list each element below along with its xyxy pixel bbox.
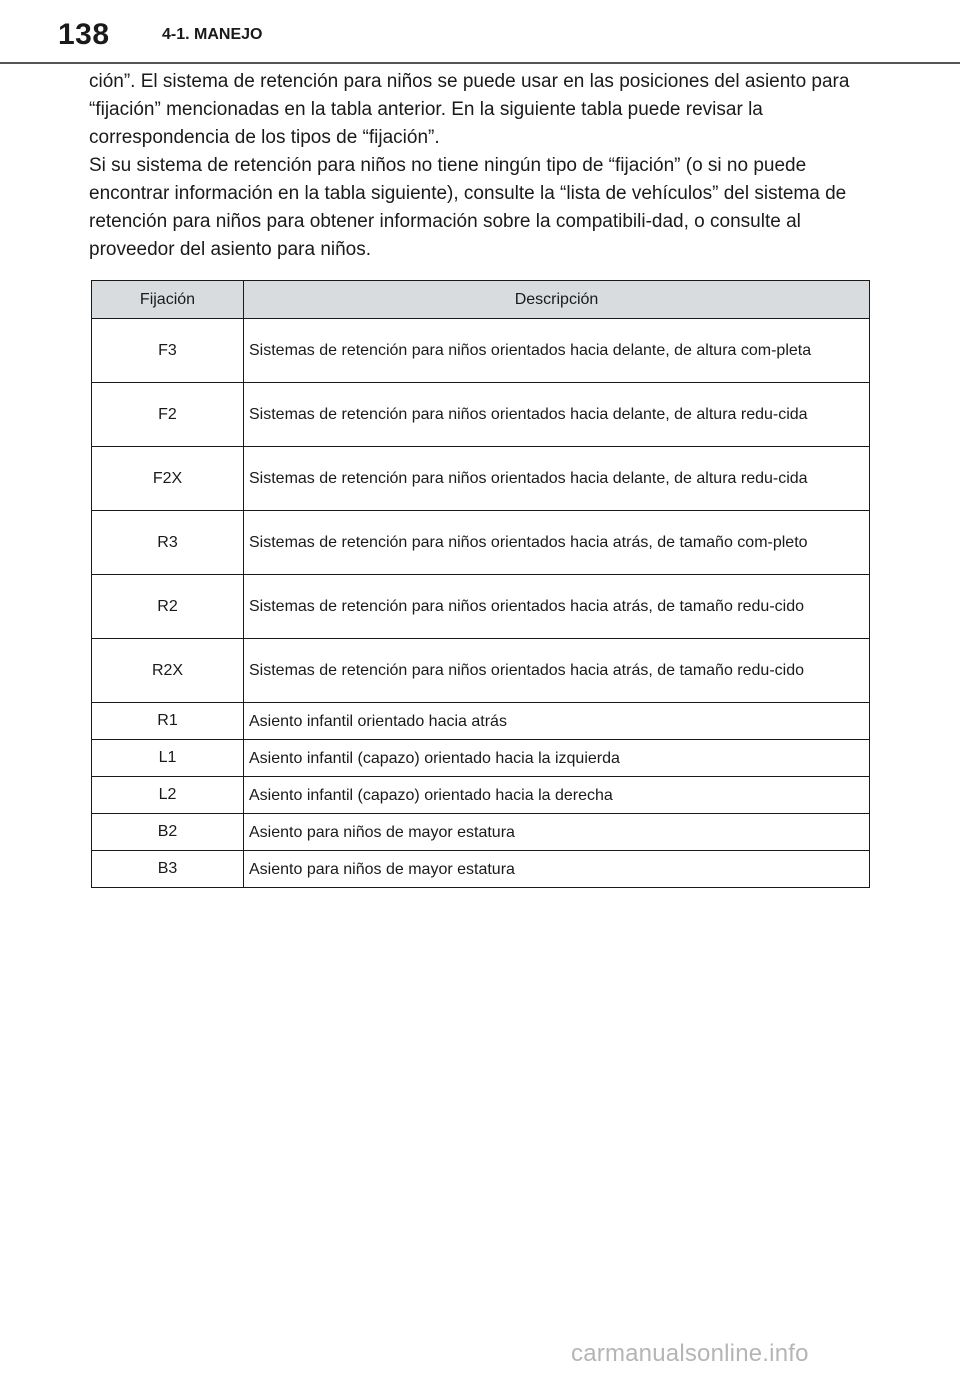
column-header-description: Descripción: [244, 281, 870, 319]
fixation-description: Sistemas de retención para niños orientados hacia delante, de altura redu-cida: [244, 447, 870, 511]
table-row: [92, 383, 870, 447]
table-row: [92, 814, 870, 851]
fixation-table: [91, 280, 870, 888]
fixation-description: Asiento para niños de mayor estatura: [244, 814, 870, 851]
fixation-code: F3: [92, 319, 244, 383]
fixation-code: R1: [92, 703, 244, 740]
column-header-fixation: Fijación: [92, 281, 244, 319]
intro-text: [89, 68, 879, 264]
fixation-code: L1: [92, 740, 244, 777]
fixation-description: Sistemas de retención para niños orientados hacia delante, de altura redu-cida: [244, 383, 870, 447]
table-row: [92, 319, 870, 383]
table-row: [92, 575, 870, 639]
table-row: [92, 639, 870, 703]
page-header: [0, 0, 960, 64]
table-row: [92, 740, 870, 777]
fixation-description: Sistemas de retención para niños orientados hacia atrás, de tamaño com-pleto: [244, 511, 870, 575]
fixation-code: F2: [92, 383, 244, 447]
fixation-code: R3: [92, 511, 244, 575]
intro-paragraph: ción”. El sistema de retención para niños se puede usar en las posiciones del asiento para “fijación” mencionadas en la tabla anterior. En la siguiente tabla puede revisar la correspondencia de los tipos de “fijación”.: [89, 71, 850, 148]
table-row: [92, 851, 870, 888]
fixation-description: Asiento infantil (capazo) orientado hacia la derecha: [244, 777, 870, 814]
table-row: [92, 447, 870, 511]
fixation-code: L2: [92, 777, 244, 814]
header-divider: [0, 62, 960, 64]
fixation-code: F2X: [92, 447, 244, 511]
table-row: [92, 703, 870, 740]
fixation-description: Asiento infantil orientado hacia atrás: [244, 703, 870, 740]
page-number: 138: [58, 18, 110, 51]
fixation-code: B3: [92, 851, 244, 888]
table-row: [92, 777, 870, 814]
intro-paragraph: Si su sistema de retención para niños no tiene ningún tipo de “fijación” (o si no puede encontrar información en la tabla siguiente), consulte la “lista de vehículos” del sistema de retención para niños para obtener información sobre la compatibili-dad, o consulte al proveedor del asiento para niños.: [89, 155, 847, 260]
fixation-description: Asiento infantil (capazo) orientado hacia la izquierda: [244, 740, 870, 777]
watermark-text[interactable]: carmanualsonline.info: [571, 1340, 809, 1367]
fixation-code: B2: [92, 814, 244, 851]
fixation-description: Sistemas de retención para niños orientados hacia delante, de altura com-pleta: [244, 319, 870, 383]
fixation-code: R2X: [92, 639, 244, 703]
fixation-description: Sistemas de retención para niños orientados hacia atrás, de tamaño redu-cido: [244, 639, 870, 703]
section-title: 4-1. MANEJO: [162, 26, 263, 43]
fixation-code: R2: [92, 575, 244, 639]
fixation-description: Sistemas de retención para niños orientados hacia atrás, de tamaño redu-cido: [244, 575, 870, 639]
table-row: [92, 511, 870, 575]
fixation-description: Asiento para niños de mayor estatura: [244, 851, 870, 888]
table-header-row: [92, 281, 870, 319]
